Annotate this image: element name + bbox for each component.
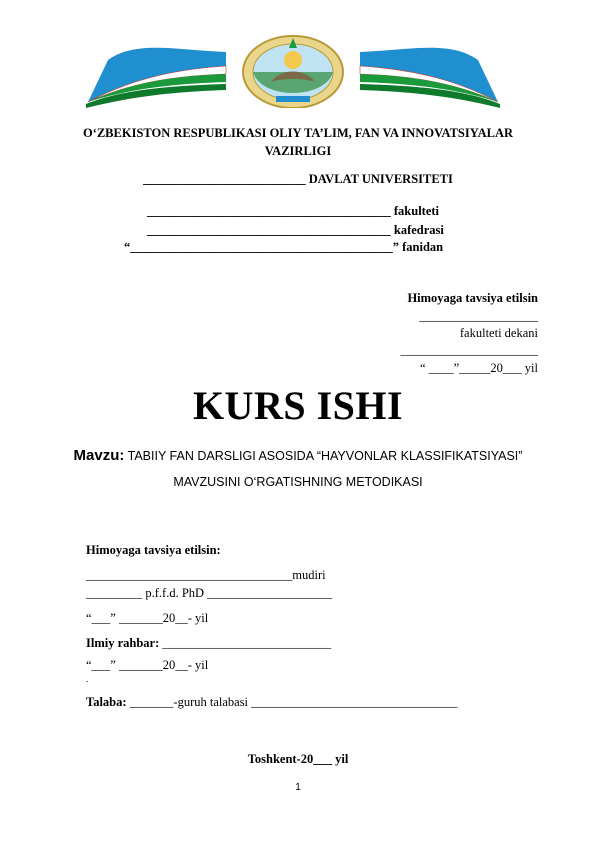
approval-top-title: Himoyaga tavsiya etilsin (407, 291, 538, 305)
approval-bottom-title: Himoyaga tavsiya etilsin: (86, 543, 221, 557)
document-title: KURS ISHI (192, 383, 404, 428)
topic-label: Mavzu: (73, 447, 125, 464)
approval-top-blank: ___________________ (419, 309, 538, 323)
right-flag-icon (360, 48, 500, 108)
head-line: _________________________________mudiri (86, 568, 326, 582)
student-row (86, 695, 457, 710)
supervisor-line: ___________________________ (162, 636, 332, 650)
date-line-2: “___” _______20__- yil (86, 658, 209, 672)
topic-text: TABIIY FAN DARSLIGI ASOSIDA “HAYVONLAR KLASSIFIKATSIYASI” MAVZUSINI O‘RGATISHNING METODIKASI (127, 449, 523, 489)
supervisor-row (86, 636, 331, 651)
date-line-1: “___” _______20__- yil (86, 611, 209, 625)
approval-top-date: “ ____”_____20___ yil (419, 361, 538, 375)
page-number: 1 (295, 782, 301, 793)
left-flag-icon (86, 48, 226, 108)
student-line: _______-guruh talabasi _________________________________ (129, 695, 458, 709)
coat-of-arms-icon (243, 36, 343, 108)
state-emblem-banner (86, 30, 500, 108)
subject-line: “__________________________________________” fanidan (124, 240, 444, 254)
phd-line: _________ p.f.f.d. PhD ____________________ (86, 586, 333, 600)
supervisor-label: Ilmiy rahbar: (86, 636, 160, 650)
ministry-title: O‘ZBEKISTON RESPUBLIKASI OLIY TA’LIM, FAN VA INNOVATSIYALAR VAZIRLIGI (82, 126, 514, 158)
dean-label: fakulteti dekani (459, 326, 538, 340)
department-line: _______________________________________ kafedrasi (147, 223, 444, 237)
dean-signature-blank: ______________________ (400, 343, 538, 357)
faculty-line: _______________________________________ fakulteti (147, 204, 440, 218)
city-year: Toshkent-20___ yil (247, 752, 349, 766)
university-line: __________________________ DAVLAT UNIVERSITETI (143, 172, 453, 186)
topic-block (40, 443, 556, 495)
student-label: Talaba: (86, 695, 127, 709)
stray-dot: . (86, 674, 89, 684)
